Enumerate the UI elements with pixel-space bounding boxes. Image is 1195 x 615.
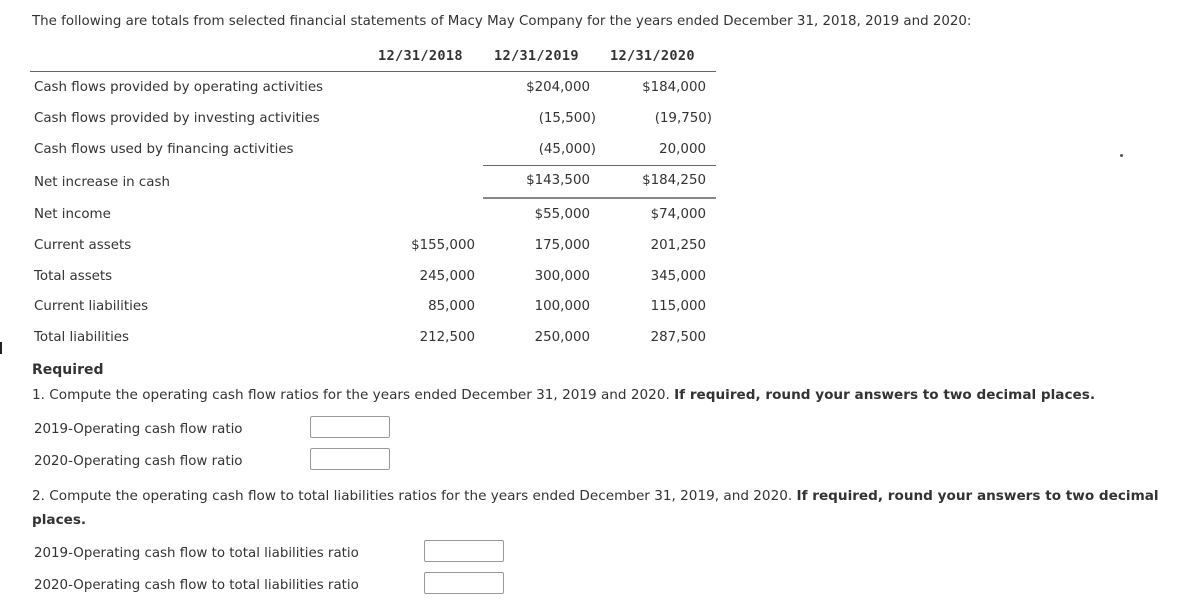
- stray-dot: [1120, 154, 1123, 157]
- row-label-net-income: Net income: [34, 207, 111, 222]
- cell-2020-net-increase: $184,250: [642, 173, 706, 188]
- question-2-line-2: places.: [32, 512, 87, 528]
- cell-2020-total-assets: 345,000: [650, 269, 706, 284]
- question-2-line-1: [32, 488, 1159, 504]
- cell-2020-investing: (19,750): [654, 111, 712, 126]
- cell-2020-operating: $184,000: [642, 80, 706, 95]
- subtotal-rule: [483, 165, 716, 166]
- required-heading: Required: [32, 362, 104, 378]
- q1-answer-2020-input[interactable]: [310, 448, 390, 470]
- cell-2019-financing: (45,000): [538, 142, 596, 157]
- left-edge-mark: [0, 342, 2, 354]
- cell-2018-total-assets: 245,000: [419, 269, 475, 284]
- row-label-operating: Cash flows provided by operating activities: [34, 80, 324, 95]
- row-label-net-increase: Net increase in cash: [34, 175, 170, 190]
- q1-label-2020: 2020-Operating cash flow ratio: [34, 454, 243, 469]
- cell-2018-current-liabilities: 85,000: [428, 299, 475, 314]
- q2-label-2019: 2019-Operating cash flow to total liabilities ratio: [34, 546, 359, 561]
- question-2-text: 2. Compute the operating cash flow to total liabilities ratios for the years ended December 31, 2019, and 2020.: [32, 488, 797, 504]
- q2-answer-2020-input[interactable]: [424, 572, 504, 594]
- intro-text: The following are totals from selected financial statements of Macy May Company for the years ended December 31, 2018, 2019 and 2020:: [32, 14, 972, 29]
- row-label-total-assets: Total assets: [34, 269, 113, 284]
- col-header-2019: 12/31/2019: [494, 48, 579, 64]
- q1-label-2019: 2019-Operating cash flow ratio: [34, 422, 243, 437]
- cell-2018-current-assets: $155,000: [411, 238, 475, 253]
- col-header-2020: 12/31/2020: [610, 48, 695, 64]
- col-header-2018: 12/31/2018: [378, 48, 463, 64]
- cell-2020-current-liabilities: 115,000: [650, 299, 706, 314]
- cell-2018-total-liabilities: 212,500: [419, 330, 475, 345]
- total-rule: [483, 197, 716, 199]
- q2-answer-2019-input[interactable]: [424, 540, 504, 562]
- question-2-instruction: If required, round your answers to two decimal: [796, 488, 1159, 504]
- q1-answer-2019-input[interactable]: [310, 416, 390, 438]
- cell-2020-net-income: $74,000: [650, 207, 706, 222]
- cell-2019-total-liabilities: 250,000: [534, 330, 590, 345]
- row-label-investing: Cash flows provided by investing activities: [34, 111, 320, 126]
- cell-2020-total-liabilities: 287,500: [650, 330, 706, 345]
- row-label-current-liabilities: Current liabilities: [34, 299, 149, 314]
- cell-2020-current-assets: 201,250: [650, 238, 706, 253]
- cell-2020-financing: 20,000: [659, 142, 706, 157]
- cell-2019-net-increase: $143,500: [526, 173, 590, 188]
- question-1-instruction: If required, round your answers to two decimal places.: [674, 387, 1095, 403]
- row-label-total-liabilities: Total liabilities: [34, 330, 130, 345]
- cell-2019-current-liabilities: 100,000: [534, 299, 590, 314]
- row-label-financing: Cash flows used by financing activities: [34, 142, 294, 157]
- cell-2019-current-assets: 175,000: [534, 238, 590, 253]
- question-1: [32, 387, 1095, 403]
- header-rule: [30, 71, 716, 72]
- q2-label-2020: 2020-Operating cash flow to total liabilities ratio: [34, 578, 359, 593]
- question-1-text: 1. Compute the operating cash flow ratios for the years ended December 31, 2019 and 2020.: [32, 387, 675, 403]
- cell-2019-investing: (15,500): [538, 111, 596, 126]
- cell-2019-total-assets: 300,000: [534, 269, 590, 284]
- cell-2019-net-income: $55,000: [534, 207, 590, 222]
- cell-2019-operating: $204,000: [526, 80, 590, 95]
- row-label-current-assets: Current assets: [34, 238, 132, 253]
